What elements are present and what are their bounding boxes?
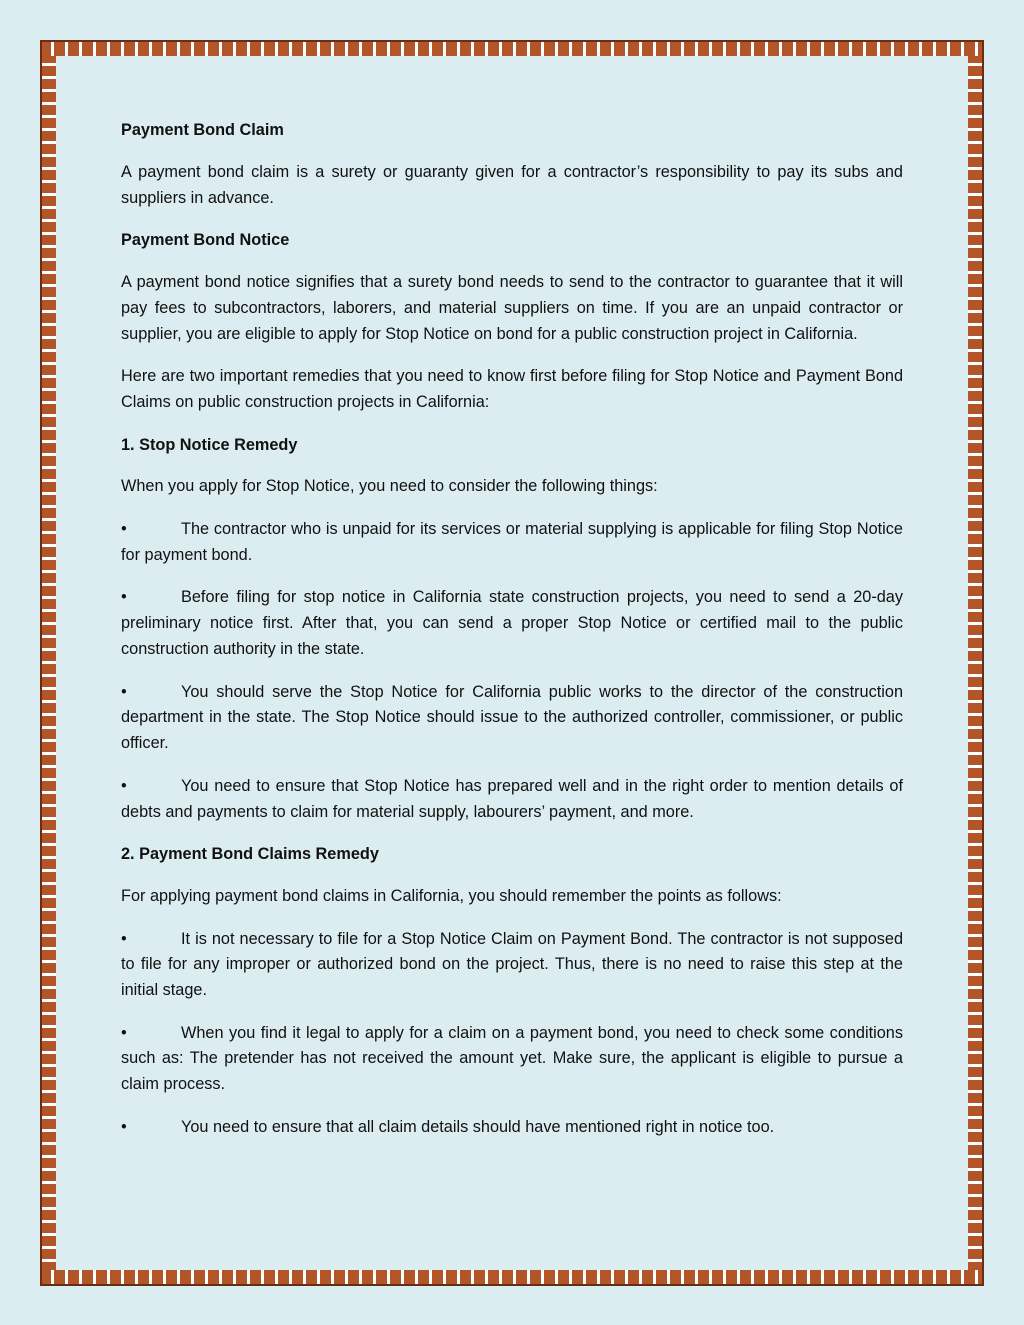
list-item-text: You need to ensure that Stop Notice has prepared well and in the right order to mention details of debts and payments to claim for material supply, labourers’ payment, and more. bbox=[121, 776, 903, 821]
document-body bbox=[121, 118, 903, 1157]
bullet-glyph: • bbox=[121, 929, 127, 948]
paragraph-bond-claim: A payment bond claim is a surety or guaranty given for a contractor’s responsibility to pay its subs and suppliers in advance. bbox=[121, 162, 903, 207]
heading-payment-bond-notice: Payment Bond Notice bbox=[121, 231, 290, 250]
bullet-glyph: • bbox=[121, 776, 127, 795]
heading-payment-bond-claim: Payment Bond Claim bbox=[121, 121, 284, 139]
paragraph-bond-claims-intro: For applying payment bond claims in California, you should remember the points as follows: bbox=[121, 886, 782, 905]
paragraph-stop-notice-intro: When you apply for Stop Notice, you need to consider the following things: bbox=[121, 477, 658, 496]
list-item bbox=[121, 774, 903, 826]
list-item-text: The contractor who is unpaid for its services or material supplying is applicable for filing Stop Notice for payment bond. bbox=[121, 519, 903, 564]
paragraph-bond-notice: A payment bond notice signifies that a surety bond needs to send to the contractor to guarantee that it will pay fees to subcontractors, laborers, and material suppliers on time. If you are an unpaid contractor or supplier, you are eligible to apply for Stop Notice on bond for a public construction project in California. bbox=[121, 272, 903, 343]
list-item bbox=[121, 927, 903, 1004]
list-item bbox=[121, 517, 903, 569]
bullet-glyph: • bbox=[121, 519, 127, 538]
list-item bbox=[121, 1115, 903, 1141]
heading-stop-notice-remedy: 1. Stop Notice Remedy bbox=[121, 435, 298, 454]
bullet-glyph: • bbox=[121, 1117, 127, 1136]
list-item bbox=[121, 1021, 903, 1098]
list-item-text: You need to ensure that all claim details should have mentioned right in notice too. bbox=[181, 1117, 775, 1136]
list-item bbox=[121, 680, 903, 757]
bullet-glyph: • bbox=[121, 682, 127, 701]
paragraph-remedies-intro: Here are two important remedies that you need to know first before filing for Stop Notice and Payment Bond Claims on public construction projects in California: bbox=[121, 367, 903, 411]
list-item-text: It is not necessary to file for a Stop Notice Claim on Payment Bond. The contractor is not supposed to file for any improper or authorized bond on the project. Thus, there is no need to raise this step at the initial stage. bbox=[121, 929, 903, 1000]
bullet-glyph: • bbox=[121, 1023, 127, 1042]
bullet-glyph: • bbox=[121, 588, 127, 607]
heading-payment-bond-claims-remedy: 2. Payment Bond Claims Remedy bbox=[121, 845, 379, 864]
list-item-text: Before filing for stop notice in California state construction projects, you need to send a 20-day preliminary notice first. After that, you can send a proper Stop Notice or certified mail to the public construction authority in the state. bbox=[121, 588, 903, 658]
list-item-text: You should serve the Stop Notice for California public works to the director of the construction department in the state. The Stop Notice should issue to the authorized controller, commissioner, or public officer. bbox=[121, 682, 903, 753]
list-item-text: When you find it legal to apply for a claim on a payment bond, you need to check some conditions such as: The pretender has not received the amount yet. Make sure, the applicant is eligible to pursue a claim process. bbox=[121, 1023, 903, 1094]
list-item bbox=[121, 585, 903, 662]
